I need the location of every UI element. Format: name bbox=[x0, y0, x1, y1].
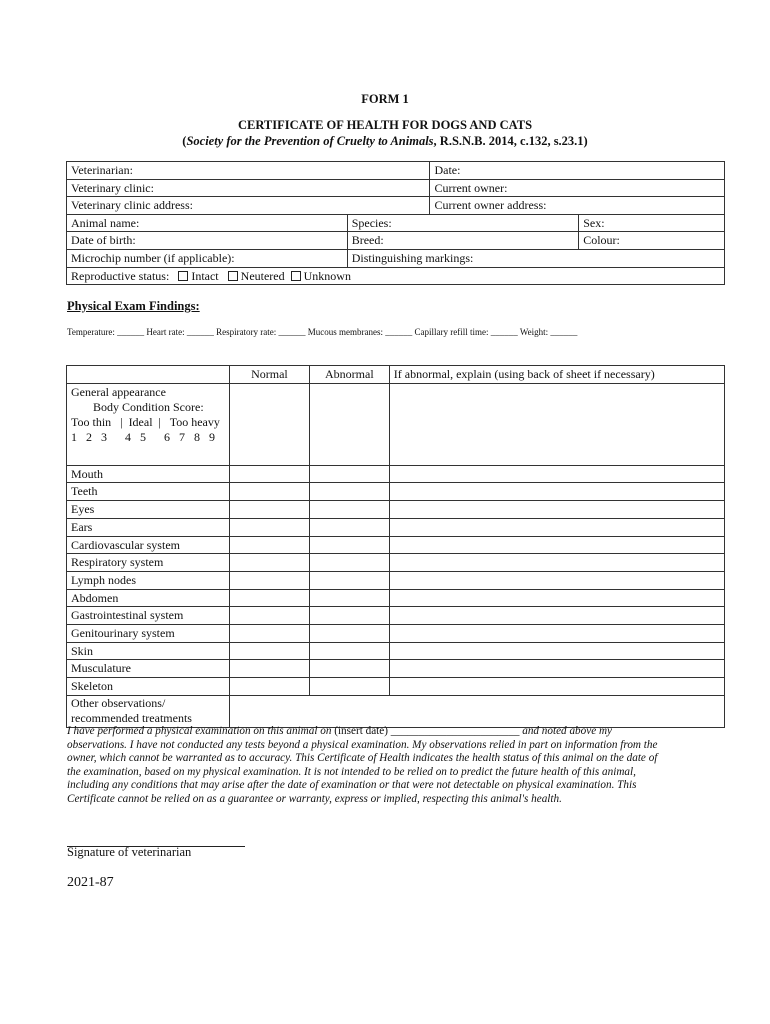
explain-cell[interactable] bbox=[389, 518, 724, 536]
exam-row bbox=[67, 625, 725, 643]
other-observations-line2: recommended treatments bbox=[71, 710, 192, 725]
explain-cell[interactable] bbox=[389, 383, 724, 465]
abnormal-cell[interactable] bbox=[309, 678, 389, 696]
normal-cell[interactable] bbox=[229, 571, 309, 589]
general-appearance-row bbox=[67, 383, 725, 465]
abnormal-header: Abnormal bbox=[309, 366, 389, 384]
explain-cell[interactable] bbox=[389, 625, 724, 643]
form-number: FORM 1 bbox=[361, 92, 409, 106]
intact-label: Intact bbox=[191, 268, 219, 283]
exam-system-label: Mouth bbox=[67, 465, 230, 483]
markings-field[interactable]: Distinguishing markings: bbox=[347, 249, 724, 267]
explain-cell[interactable] bbox=[389, 642, 724, 660]
normal-cell[interactable] bbox=[229, 678, 309, 696]
explain-cell[interactable] bbox=[389, 465, 724, 483]
exam-row bbox=[67, 501, 725, 519]
physical-exam-heading: Physical Exam Findings: bbox=[67, 299, 200, 313]
other-observations-label bbox=[67, 695, 230, 727]
act-name: Society for the Prevention of Cruelty to Animals bbox=[186, 134, 434, 148]
exam-row bbox=[67, 678, 725, 696]
unknown-label: Unknown bbox=[303, 268, 351, 283]
breed-field[interactable]: Breed: bbox=[347, 232, 579, 250]
abnormal-cell[interactable] bbox=[309, 625, 389, 643]
vitals-line[interactable]: Temperature: ______ Heart rate: ______ Respiratory rate: ______ Mucous membranes: ______ Capillary refill time: ______ Weight: ______ bbox=[67, 327, 578, 337]
normal-cell[interactable] bbox=[229, 483, 309, 501]
exam-row bbox=[67, 660, 725, 678]
signature-label: Signature of veterinarian bbox=[67, 845, 192, 859]
abnormal-cell[interactable] bbox=[309, 383, 389, 465]
exam-row bbox=[67, 571, 725, 589]
normal-cell[interactable] bbox=[229, 536, 309, 554]
normal-header: Normal bbox=[229, 366, 309, 384]
other-observations-row bbox=[67, 695, 725, 727]
unknown-checkbox[interactable] bbox=[291, 271, 301, 281]
exam-row bbox=[67, 554, 725, 572]
normal-cell[interactable] bbox=[229, 518, 309, 536]
exam-system-label: Teeth bbox=[67, 483, 230, 501]
abnormal-cell[interactable] bbox=[309, 518, 389, 536]
species-field[interactable]: Species: bbox=[347, 214, 579, 232]
neutered-checkbox[interactable] bbox=[228, 271, 238, 281]
intact-checkbox[interactable] bbox=[178, 271, 188, 281]
statement-part1: I have performed a physical examination on this animal on bbox=[67, 725, 332, 737]
exam-system-label: Respiratory system bbox=[67, 554, 230, 572]
exam-findings-table bbox=[66, 365, 725, 728]
explain-header: If abnormal, explain (using back of sheet if necessary) bbox=[389, 366, 724, 384]
current-owner-field[interactable]: Current owner: bbox=[430, 179, 725, 197]
explain-cell[interactable] bbox=[389, 501, 724, 519]
bcs-scale: Too thin | Ideal | Too heavy bbox=[71, 414, 220, 429]
dob-field[interactable]: Date of birth: bbox=[67, 232, 348, 250]
explain-cell[interactable] bbox=[389, 607, 724, 625]
normal-cell[interactable] bbox=[229, 465, 309, 483]
system-header bbox=[67, 366, 230, 384]
veterinarian-field[interactable]: Veterinarian: bbox=[67, 162, 430, 180]
general-appearance-cell bbox=[67, 383, 230, 465]
abnormal-cell[interactable] bbox=[309, 571, 389, 589]
info-row bbox=[67, 214, 725, 232]
reproductive-status-label: Reproductive status: bbox=[71, 268, 170, 283]
exam-header-row bbox=[67, 366, 725, 384]
sex-field[interactable]: Sex: bbox=[579, 214, 725, 232]
animal-name-field[interactable]: Animal name: bbox=[67, 214, 348, 232]
exam-row bbox=[67, 642, 725, 660]
explain-cell[interactable] bbox=[389, 678, 724, 696]
normal-cell[interactable] bbox=[229, 642, 309, 660]
abnormal-cell[interactable] bbox=[309, 483, 389, 501]
explain-cell[interactable] bbox=[389, 483, 724, 501]
bcs-numbers: 1 2 3 4 5 6 7 8 9 bbox=[71, 429, 215, 444]
info-row bbox=[67, 249, 725, 267]
abnormal-cell[interactable] bbox=[309, 501, 389, 519]
animal-info-table bbox=[66, 161, 725, 285]
subtitle-open: ( bbox=[182, 134, 187, 148]
explain-cell[interactable] bbox=[389, 554, 724, 572]
explain-cell[interactable] bbox=[389, 589, 724, 607]
exam-row bbox=[67, 465, 725, 483]
exam-row bbox=[67, 536, 725, 554]
info-row bbox=[67, 179, 725, 197]
exam-system-label: Genitourinary system bbox=[67, 625, 230, 643]
explain-cell[interactable] bbox=[389, 536, 724, 554]
exam-row bbox=[67, 607, 725, 625]
exam-system-label: Skin bbox=[67, 642, 230, 660]
info-row bbox=[67, 232, 725, 250]
insert-date-label: (insert date) bbox=[331, 725, 391, 737]
explain-cell[interactable] bbox=[389, 571, 724, 589]
act-citation: , R.S.N.B. 2014, c.132, s.23.1) bbox=[433, 134, 588, 148]
normal-cell[interactable] bbox=[229, 589, 309, 607]
abnormal-cell[interactable] bbox=[309, 554, 389, 572]
abnormal-cell[interactable] bbox=[309, 607, 389, 625]
exam-row bbox=[67, 589, 725, 607]
neutered-label: Neutered bbox=[240, 268, 285, 283]
exam-row bbox=[67, 518, 725, 536]
abnormal-cell[interactable] bbox=[309, 465, 389, 483]
certificate-subtitle bbox=[0, 134, 770, 149]
exam-system-label: Ears bbox=[67, 518, 230, 536]
normal-cell[interactable] bbox=[229, 625, 309, 643]
abnormal-cell[interactable] bbox=[309, 589, 389, 607]
exam-system-label: Skeleton bbox=[67, 678, 230, 696]
veterinarian-statement bbox=[67, 725, 665, 806]
normal-cell[interactable] bbox=[229, 501, 309, 519]
other-observations-line1: Other observations/ bbox=[71, 695, 166, 710]
exam-system-label: Musculature bbox=[67, 660, 230, 678]
clinic-address-field[interactable]: Veterinary clinic address: bbox=[67, 197, 430, 215]
general-appearance-label: General appearance bbox=[71, 384, 166, 399]
abnormal-cell[interactable] bbox=[309, 660, 389, 678]
exam-system-label: Lymph nodes bbox=[67, 571, 230, 589]
exam-system-label: Eyes bbox=[67, 501, 230, 519]
statement-part2: _______________________ and noted above my observations. I have not conducted any tests beyond a physical examination. My observations relied in part on information from the owner, which cannot be warranted as to accuracy. This Certificate of Health indicates the health status of this animal on the date of the examination, based on my physical examination. It is not intended to be relied on to predict the future health of this animal, including any conditions that may arise after the date of examination or that were not detectable on physical examination. This Certificate cannot be relied on as a guarantee or warranty, express or implied, respecting this animal's health. bbox=[67, 725, 658, 805]
abnormal-cell[interactable] bbox=[309, 536, 389, 554]
colour-field[interactable]: Colour: bbox=[579, 232, 725, 250]
clinic-field[interactable]: Veterinary clinic: bbox=[67, 179, 430, 197]
normal-cell[interactable] bbox=[229, 383, 309, 465]
exam-system-label: Cardiovascular system bbox=[67, 536, 230, 554]
info-row bbox=[67, 162, 725, 180]
info-row bbox=[67, 197, 725, 215]
exam-system-label: Gastrointestinal system bbox=[67, 607, 230, 625]
other-observations-input[interactable] bbox=[229, 695, 724, 727]
exam-system-label: Abdomen bbox=[67, 589, 230, 607]
reproductive-status-field bbox=[67, 267, 725, 285]
explain-cell[interactable] bbox=[389, 660, 724, 678]
info-row bbox=[67, 267, 725, 285]
microchip-field[interactable]: Microchip number (if applicable): bbox=[67, 249, 348, 267]
body-condition-score-label: Body Condition Score: bbox=[93, 399, 204, 414]
certificate-title: CERTIFICATE OF HEALTH FOR DOGS AND CATS bbox=[237, 118, 533, 132]
normal-cell[interactable] bbox=[229, 554, 309, 572]
normal-cell[interactable] bbox=[229, 607, 309, 625]
normal-cell[interactable] bbox=[229, 660, 309, 678]
exam-row bbox=[67, 483, 725, 501]
abnormal-cell[interactable] bbox=[309, 642, 389, 660]
form-code: 2021-87 bbox=[67, 875, 114, 890]
owner-address-field[interactable]: Current owner address: bbox=[430, 197, 725, 215]
date-field[interactable]: Date: bbox=[430, 162, 725, 180]
